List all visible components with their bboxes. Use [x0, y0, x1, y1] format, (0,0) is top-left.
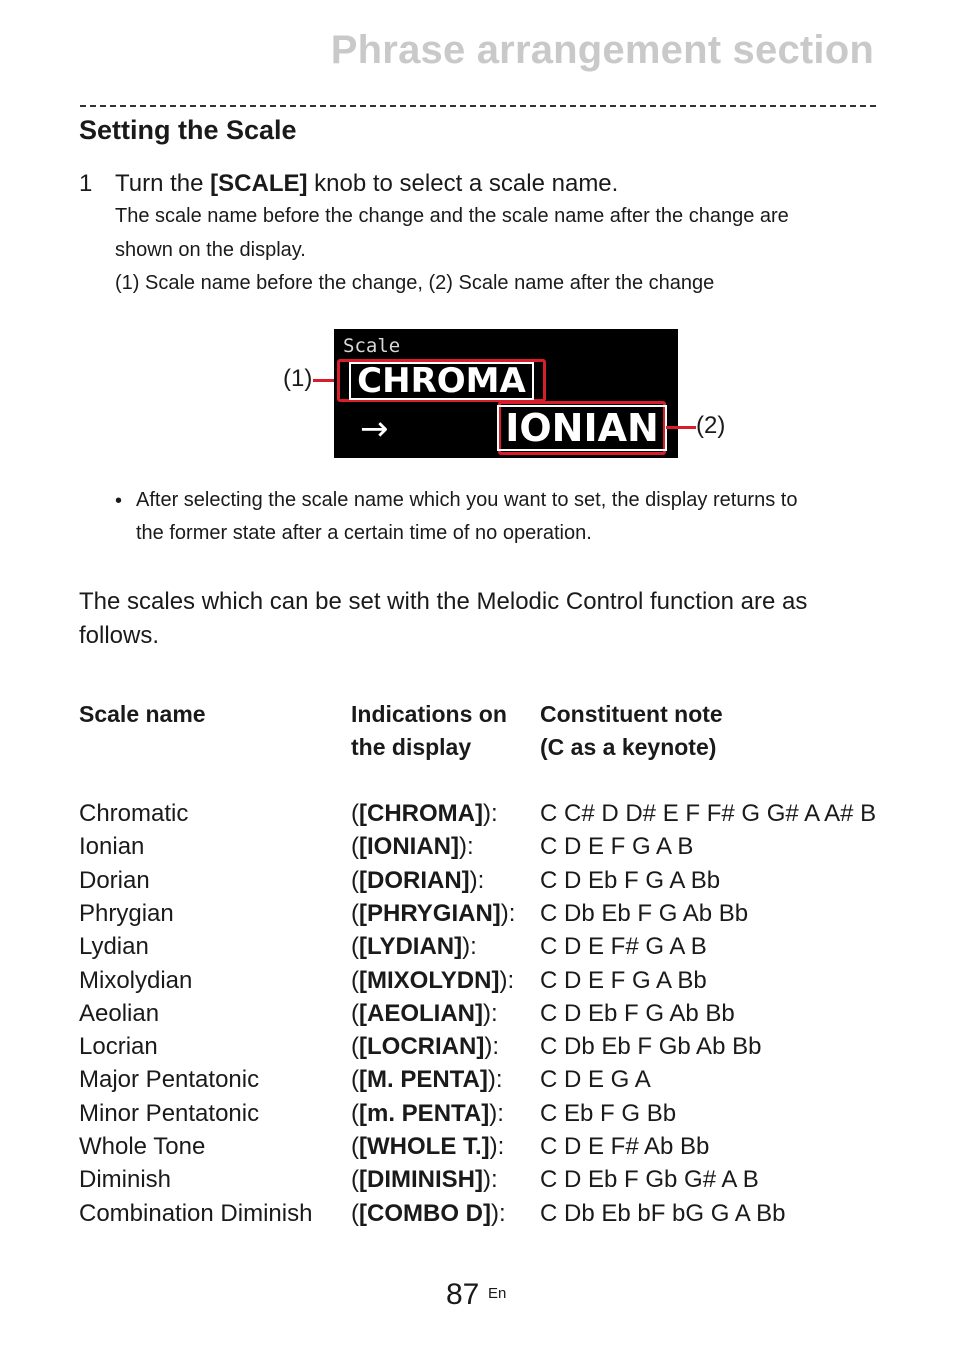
- table-row-constituent-notes: C Eb F G Bb: [540, 1100, 677, 1127]
- table-row-constituent-notes: C D E F# Ab Bb: [540, 1133, 710, 1160]
- table-row-constituent-notes: C D E F G A Bb: [540, 967, 707, 994]
- header-notes-line1: Constituent note: [540, 701, 723, 727]
- table-row-scale-name: Chromatic: [79, 800, 189, 827]
- table-row-display-indication: ([IONIAN]):: [351, 833, 474, 860]
- table-row-constituent-notes: C Db Eb F G Ab Bb: [540, 900, 749, 927]
- table-row-display-indication: ([DORIAN]):: [351, 867, 485, 894]
- table-row-display-indication: ([COMBO D]):: [351, 1200, 506, 1227]
- display-indication-value: m. PENTA: [367, 1100, 482, 1127]
- display-indication-value: M. PENTA: [367, 1066, 480, 1093]
- step-number: 1: [79, 170, 93, 197]
- callout-1-label: (1): [283, 365, 313, 392]
- table-row-scale-name: Phrygian: [79, 900, 174, 927]
- intro-paragraph-line1: The scales which can be set with the Melodic Control function are as: [79, 588, 808, 615]
- divider-dashed: [80, 105, 876, 107]
- table-row-display-indication: ([WHOLE T.]):: [351, 1133, 505, 1160]
- display-old-scale: CHROMA: [349, 362, 534, 400]
- display-indication-value: CHROMA: [367, 800, 475, 827]
- bullet-icon: •: [115, 490, 123, 512]
- display-label: Scale: [343, 335, 401, 357]
- page-number: 87: [446, 1278, 480, 1311]
- callout-2-line: [666, 426, 696, 429]
- bullet-line2: the former state after a certain time of no operation.: [136, 522, 592, 544]
- table-row-display-indication: ([PHRYGIAN]):: [351, 900, 516, 927]
- lcd-display: [334, 329, 678, 458]
- bullet-line1: After selecting the scale name which you want to set, the display returns to: [136, 489, 798, 511]
- table-row-constituent-notes: C D E F G A B: [540, 833, 694, 860]
- page-heading: Setting the Scale: [79, 115, 297, 145]
- table-row-scale-name: Locrian: [79, 1033, 158, 1060]
- step-desc-line2: shown on the display.: [115, 239, 306, 261]
- step-text-after: knob to select a scale name.: [307, 170, 619, 197]
- table-row-scale-name: Major Pentatonic: [79, 1066, 260, 1093]
- display-new-scale-box: [498, 401, 666, 455]
- display-indication-value: PHRYGIAN: [367, 900, 493, 927]
- display-indication-value: LOCRIAN: [367, 1033, 477, 1060]
- header-notes-line2: (C as a keynote): [540, 734, 717, 760]
- table-row-scale-name: Dorian: [79, 867, 150, 894]
- display-indication-value: COMBO D: [367, 1200, 483, 1227]
- table-row-scale-name: Whole Tone: [79, 1133, 206, 1160]
- section-title: Phrase arrangement section: [330, 28, 874, 72]
- step-desc-line1: The scale name before the change and the scale name after the change are: [115, 205, 789, 227]
- table-row-constituent-notes: C Db Eb bF bG G A Bb: [540, 1200, 786, 1227]
- table-row-scale-name: Mixolydian: [79, 967, 193, 994]
- step-instruction: [115, 170, 618, 198]
- table-row-scale-name: Aeolian: [79, 1000, 160, 1027]
- table-row-display-indication: ([M. PENTA]):: [351, 1066, 503, 1093]
- table-row-constituent-notes: C C# D D# E F F# G G# A A# B: [540, 800, 877, 827]
- table-row-constituent-notes: C D Eb F Gb G# A B: [540, 1166, 759, 1193]
- table-row-constituent-notes: C Db Eb F Gb Ab Bb: [540, 1033, 762, 1060]
- table-row-scale-name: Diminish: [79, 1166, 172, 1193]
- display-indication-value: AEOLIAN: [367, 1000, 475, 1027]
- table-row-constituent-notes: C D Eb F G A Bb: [540, 867, 721, 894]
- table-row-constituent-notes: C D E F# G A B: [540, 933, 707, 960]
- table-row-display-indication: ([LYDIAN]):: [351, 933, 477, 960]
- display-indication-value: IONIAN: [367, 833, 451, 860]
- table-row-scale-name: Minor Pentatonic: [79, 1100, 260, 1127]
- display-old-scale-box: [337, 359, 546, 402]
- page-language: En: [488, 1285, 507, 1302]
- header-indications-line1: Indications on: [351, 701, 507, 727]
- display-indication-value: MIXOLYDN: [367, 967, 492, 994]
- header-indications-line2: the display: [351, 734, 472, 760]
- display-indication-value: DIMINISH: [367, 1166, 475, 1193]
- table-row-constituent-notes: C D E G A: [540, 1066, 651, 1093]
- table-row-display-indication: ([DIMINISH]):: [351, 1166, 498, 1193]
- display-indication-value: DORIAN: [367, 867, 462, 894]
- step-key-label: [SCALE]: [210, 170, 308, 197]
- display-indication-value: WHOLE T.: [367, 1133, 482, 1160]
- table-row-constituent-notes: C D Eb F G Ab Bb: [540, 1000, 735, 1027]
- table-row-display-indication: ([MIXOLYDN]):: [351, 967, 515, 994]
- step-text-before: Turn the: [115, 170, 211, 197]
- table-row-scale-name: Lydian: [79, 933, 149, 960]
- header-scale-name: Scale name: [79, 701, 206, 727]
- table-row-display-indication: ([AEOLIAN]):: [351, 1000, 498, 1027]
- table-row-scale-name: Combination Diminish: [79, 1200, 313, 1227]
- arrow-right-icon: →: [360, 409, 389, 449]
- table-row-display-indication: ([LOCRIAN]):: [351, 1033, 499, 1060]
- display-new-scale: IONIAN: [497, 405, 667, 451]
- intro-paragraph-line2: follows.: [79, 622, 160, 649]
- step-desc-line3: (1) Scale name before the change, (2) Scale name after the change: [115, 272, 715, 294]
- display-indication-value: LYDIAN: [367, 933, 455, 960]
- callout-2-label: (2): [696, 412, 726, 439]
- table-row-scale-name: Ionian: [79, 833, 145, 860]
- table-row-display-indication: ([CHROMA]):: [351, 800, 498, 827]
- table-row-display-indication: ([m. PENTA]):: [351, 1100, 504, 1127]
